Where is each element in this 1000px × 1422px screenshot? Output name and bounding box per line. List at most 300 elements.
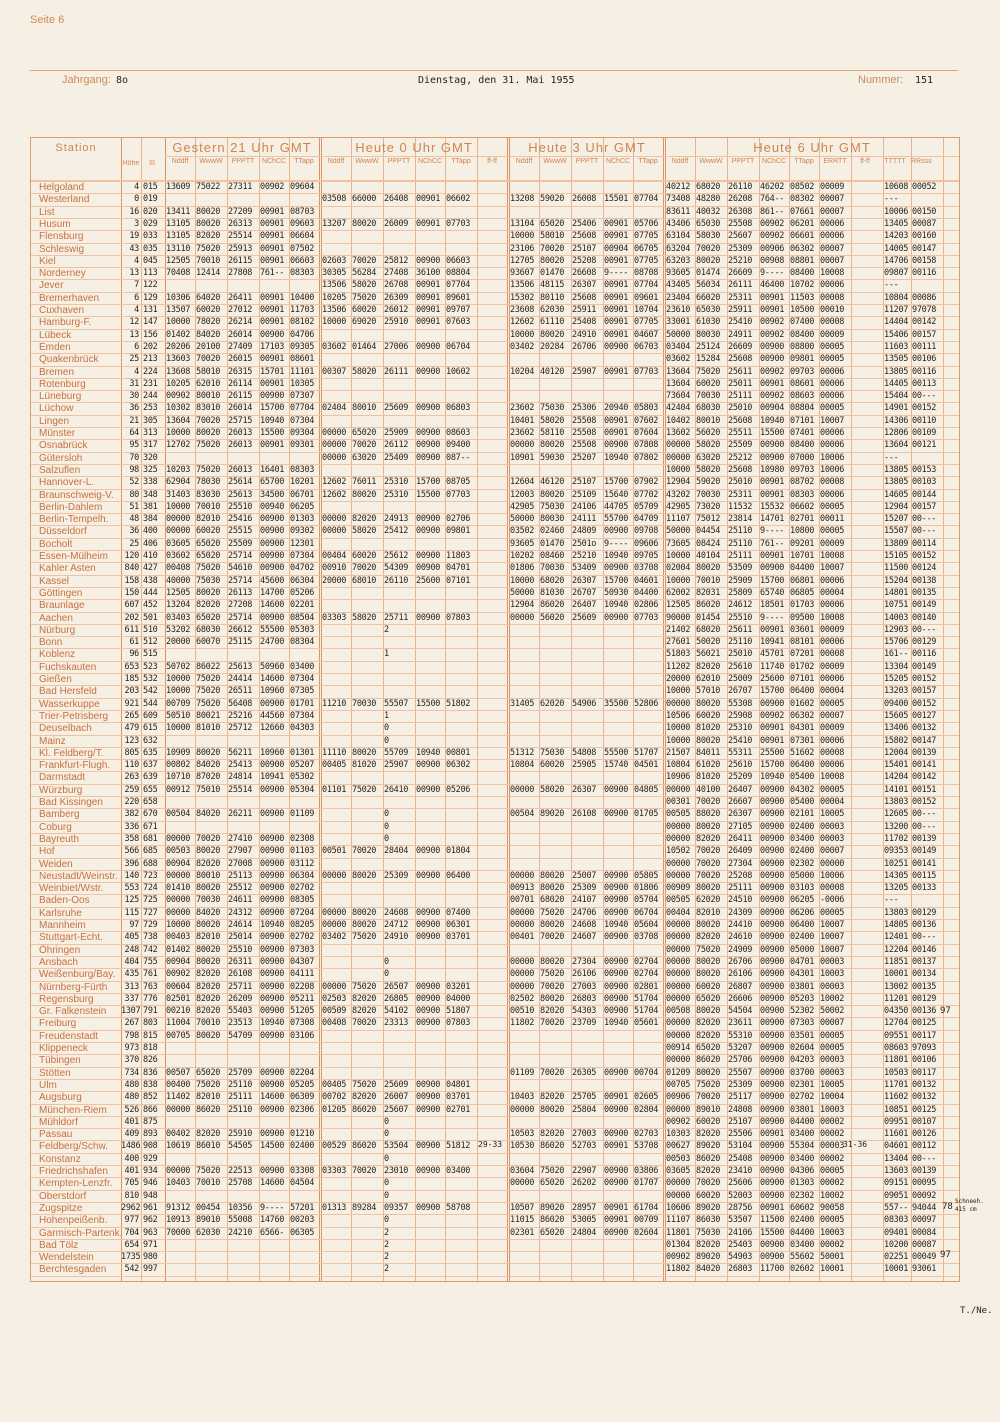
obs-heute-6: 00116 (912, 268, 937, 279)
station-name: Stuttgart-Echt. (39, 932, 103, 944)
obs-heute-6: 00--- (912, 624, 937, 635)
obs-heute-3: 13506 (510, 280, 535, 291)
obs-heute-6: 46400 (760, 280, 785, 291)
obs-heute-6: 61020 (696, 760, 721, 771)
obs-heute-6: 13803 (884, 797, 909, 807)
obs-heute-3: 05803 (634, 403, 659, 414)
obs-heute-6: 00--- (912, 514, 937, 525)
obs-heute-6: 09353 (884, 846, 909, 857)
obs-heute-3: 07704 (634, 280, 659, 291)
station-index: 818 (143, 1043, 158, 1053)
obs-heute-3: 00900 (604, 969, 629, 980)
obs-heute-3: 26307 (572, 575, 597, 586)
obs-heute-0: 00900 (416, 920, 441, 930)
obs-gestern-21: 00900 (260, 956, 285, 967)
obs-gestern-21: 10913 (166, 1215, 191, 1226)
obs-heute-0: 00000 (322, 920, 347, 930)
obs-heute-3: 26108 (572, 809, 597, 820)
obs-heute-6: 25011 (728, 378, 753, 389)
obs-heute-6: 13805 (884, 366, 909, 377)
obs-heute-6: 00006 (820, 674, 845, 684)
station-name: Freiburg (39, 1018, 77, 1030)
obs-heute-6: 00157 (912, 329, 937, 340)
obs-heute-0: 11210 (322, 698, 347, 709)
obs-heute-3: 51312 (510, 747, 535, 758)
obs-heute-6: 26707 (728, 686, 753, 697)
obs-heute-3: 68020 (540, 575, 565, 586)
obs-heute-6: 04306 (790, 1166, 815, 1176)
station-height: 566 (124, 846, 139, 857)
station-index: 635 (143, 747, 158, 758)
obs-heute-3: 00900 (604, 440, 629, 451)
station-height: 70 (129, 452, 139, 463)
station-name: Salzuflen (39, 464, 81, 476)
obs-heute-6: 70030 (696, 391, 721, 402)
obs-heute-6: 00002 (820, 1153, 845, 1164)
obs-gestern-21: 25510 (228, 944, 253, 955)
station-index: 113 (143, 268, 158, 279)
obs-heute-3: 89020 (540, 1202, 565, 1213)
station-index: 510 (143, 624, 158, 635)
obs-heute-3: 06705 (634, 243, 659, 254)
obs-heute-3: 03604 (510, 1166, 535, 1176)
obs-heute-6: 23404 (666, 292, 691, 303)
station-index: 803 (143, 1018, 158, 1029)
station-height: 977 (124, 1215, 139, 1226)
obs-heute-0: 00900 (416, 526, 441, 537)
obs-gestern-21: 07204 (290, 907, 315, 918)
obs-heute-0: 08603 (446, 428, 471, 438)
obs-gestern-21: 00000 (166, 833, 191, 844)
obs-heute-6: 08303 (790, 489, 815, 500)
obs-heute-0: 00901 (416, 317, 441, 328)
obs-heute-3: 51704 (634, 1006, 659, 1017)
obs-heute-6: 25010 (728, 477, 753, 488)
obs-heute-0: 03303 (322, 612, 347, 623)
obs-heute-3: 62020 (540, 698, 565, 709)
obs-gestern-21: 05303 (290, 624, 315, 635)
obs-heute-3: 00000 (510, 440, 535, 451)
obs-heute-6: 00092 (912, 1190, 937, 1201)
obs-heute-6: 52003 (728, 1190, 753, 1201)
obs-heute-3: 11802 (510, 1018, 535, 1029)
obs-heute-6: 10402 (666, 415, 691, 426)
obs-heute-6: 00900 (760, 341, 785, 352)
obs-gestern-21: 75020 (196, 1079, 221, 1090)
obs-heute-0: 26805 (384, 993, 409, 1004)
station-index: 501 (143, 612, 158, 623)
obs-gestern-21: 00210 (166, 1006, 191, 1017)
obs-heute-6: 00125 (912, 1018, 937, 1029)
obs-heute-6: 00000 (666, 870, 691, 881)
obs-heute-6: 25309 (728, 1079, 753, 1090)
obs-heute-6: 00005 (820, 501, 845, 512)
obs-heute-3: 51704 (634, 993, 659, 1004)
obs-heute-6: 25124 (696, 341, 721, 352)
obs-heute-6: 03400 (790, 1153, 815, 1164)
station-name: Gr. Falkenstein (39, 1006, 107, 1018)
obs-gestern-21: 26013 (228, 428, 253, 438)
obs-heute-6: 00900 (760, 858, 785, 869)
obs-heute-6: 33001 (666, 317, 691, 328)
station-index: 791 (143, 1006, 158, 1017)
obs-heute-6: 00000 (666, 833, 691, 844)
obs-heute-6: 21507 (666, 747, 691, 758)
obs-heute-6: 24911 (728, 329, 753, 340)
obs-heute-6: 09151 (884, 1178, 909, 1189)
obs-heute-6: 25909 (728, 575, 753, 586)
obs-heute-6: 89020 (696, 1141, 721, 1152)
obs-heute-6: 15406 (884, 329, 909, 340)
obs-heute-6: 00505 (666, 809, 691, 820)
obs-heute-3: 00000 (510, 784, 535, 795)
obs-heute-6: 00158 (912, 255, 937, 266)
obs-gestern-21: 00900 (260, 1006, 285, 1017)
obs-heute-6: 00900 (760, 993, 785, 1004)
obs-heute-3: 65020 (540, 218, 565, 229)
obs-heute-6: 50020 (696, 637, 721, 648)
obs-heute-3: 02806 (634, 600, 659, 611)
station-name: Freudenstadt (39, 1030, 98, 1042)
obs-heute-6: 51602 (790, 747, 815, 758)
obs-heute-6: 07101 (790, 415, 815, 426)
station-name: Oberstdorf (39, 1190, 87, 1202)
obs-heute-6: 00900 (760, 698, 785, 709)
obs-heute-3: 10940 (604, 452, 629, 463)
obs-heute-3: 61110 (540, 317, 565, 328)
obs-gestern-21: 00900 (260, 858, 285, 869)
station-name: Weißenburg/Bay. (39, 969, 116, 981)
obs-heute-0: 24913 (384, 514, 409, 525)
station-index: 670 (143, 809, 158, 820)
obs-heute-3: 03708 (634, 932, 659, 943)
obs-gestern-21: 10000 (166, 686, 191, 697)
obs-gestern-21: 26313 (228, 218, 253, 229)
obs-heute-0: 25412 (384, 526, 409, 537)
obs-heute-6: 00000 (666, 698, 691, 709)
obs-heute-3: 9---- (604, 538, 629, 549)
station-index: 962 (143, 1215, 158, 1226)
obs-heute-3: 07705 (634, 255, 659, 266)
obs-heute-3: 01806 (510, 563, 535, 574)
station-height: 479 (124, 723, 139, 734)
obs-gestern-21: 00402 (166, 1129, 191, 1140)
obs-heute-0: 58020 (352, 366, 377, 377)
obs-gestern-21: 04307 (290, 956, 315, 967)
obs-heute-0: 25711 (384, 612, 409, 623)
station-name: Quakenbrück (39, 354, 99, 366)
obs-heute-6: 00914 (666, 1043, 691, 1053)
obs-gestern-21: 02306 (290, 1104, 315, 1115)
obs-heute-6: 02400 (790, 1215, 815, 1226)
obs-heute-0: 00900 (416, 932, 441, 943)
station-index: 338 (143, 477, 158, 488)
obs-heute-6: 26411 (728, 833, 753, 844)
obs-heute-6: 00901 (760, 1129, 785, 1140)
obs-heute-6: 75030 (696, 1227, 721, 1238)
obs-gestern-21: 00900 (260, 969, 285, 980)
obs-heute-6: 00901 (760, 489, 785, 500)
obs-gestern-21: 55500 (260, 624, 285, 635)
obs-heute-6: 00006 (820, 366, 845, 377)
obs-heute-6: 25611 (728, 624, 753, 635)
obs-heute-6: -0006 (820, 895, 845, 906)
obs-heute-6: 26407 (728, 784, 753, 795)
obs-heute-6: 13406 (884, 723, 909, 734)
obs-gestern-21: 00604 (166, 981, 191, 992)
obs-heute-0: 00901 (416, 194, 441, 205)
obs-heute-3: 15700 (604, 575, 629, 586)
obs-heute-6: --- (884, 280, 899, 291)
obs-heute-0: 23313 (384, 1018, 409, 1029)
obs-heute-0: 0 (384, 821, 389, 832)
station-name: Schleswig (39, 243, 85, 255)
obs-heute-0: 09801 (446, 526, 471, 537)
obs-heute-6: 00008 (820, 317, 845, 328)
obs-heute-3: 06703 (634, 341, 659, 352)
obs-heute-6: 11802 (666, 1264, 691, 1275)
obs-gestern-21: 08102 (290, 317, 315, 328)
obs-heute-3: 00901 (604, 1092, 629, 1103)
obs-heute-0: 06400 (446, 870, 471, 881)
obs-heute-3: 00504 (510, 809, 535, 820)
obs-heute-6: 00003 (820, 1067, 845, 1078)
obs-heute-0: 00000 (322, 440, 347, 451)
station-name: Lübeck (39, 329, 72, 341)
obs-heute-6: 10005 (820, 809, 845, 820)
station-name: Koblenz (39, 649, 76, 661)
station-index: 671 (143, 821, 158, 832)
station-name: Cuxhaven (39, 305, 85, 316)
obs-gestern-21: 00904 (166, 858, 191, 869)
obs-heute-3: 02301 (510, 1227, 535, 1238)
obs-heute-3: 09606 (634, 538, 659, 549)
obs-gestern-21: 55403 (228, 1006, 253, 1017)
station-height: 259 (124, 784, 139, 795)
obs-gestern-21: 09304 (290, 428, 315, 438)
obs-heute-6: 00142 (912, 772, 937, 783)
obs-heute-6: 12605 (884, 809, 909, 820)
obs-heute-6: 00152 (912, 674, 937, 684)
obs-heute-6: 86020 (696, 1055, 721, 1066)
obs-gestern-21: 10201 (290, 477, 315, 488)
station-name: Bremerhaven (39, 292, 100, 304)
obs-heute-6: 26609 (728, 341, 753, 352)
obs-gestern-21: 26411 (228, 292, 253, 303)
obs-heute-0: 54102 (384, 1006, 409, 1017)
station-name: Coburg (39, 821, 72, 833)
obs-gestern-21: 07307 (290, 391, 315, 402)
obs-gestern-21: 00000 (166, 514, 191, 525)
station-height: 19 (129, 231, 139, 242)
obs-heute-6: 54504 (728, 1006, 753, 1017)
obs-heute-3: 10507 (510, 1202, 535, 1213)
obs-heute-3: 75030 (540, 501, 565, 512)
obs-heute-6: 00000 (666, 956, 691, 967)
obs-heute-6: 00007 (820, 243, 845, 254)
obs-gestern-21: 00901 (260, 231, 285, 242)
obs-heute-6: 28756 (728, 1202, 753, 1213)
obs-heute-3: 10000 (510, 329, 535, 340)
obs-gestern-21: 70010 (196, 1018, 221, 1029)
obs-heute-0: 75020 (352, 981, 377, 992)
obs-heute-3: 10940 (604, 600, 629, 611)
obs-gestern-21: 27008 (228, 858, 253, 869)
obs-heute-6: 02301 (790, 1079, 815, 1090)
obs-heute-6: 24106 (728, 1227, 753, 1238)
obs-heute-6: 25210 (728, 255, 753, 266)
obs-gestern-21: 00408 (166, 563, 191, 574)
station-name: Mannheim (39, 920, 86, 931)
obs-heute-3: 12003 (510, 489, 535, 500)
obs-gestern-21: 13609 (166, 182, 191, 192)
obs-heute-6: 00901 (760, 292, 785, 303)
obs-gestern-21: 20206 (166, 341, 191, 352)
obs-heute-0: 00901 (416, 280, 441, 291)
obs-heute-6: 00900 (760, 440, 785, 451)
obs-gestern-21: 08205 (290, 920, 315, 930)
obs-gestern-21: 00901 (260, 292, 285, 303)
station-index: 815 (143, 1030, 158, 1041)
obs-heute-0: 70030 (352, 698, 377, 709)
obs-gestern-21: 25712 (228, 723, 253, 734)
station-index: 029 (143, 218, 158, 229)
obs-heute-6: 00003 (820, 821, 845, 832)
obs-gestern-21: 00900 (260, 809, 285, 820)
obs-gestern-21: 25514 (228, 231, 253, 242)
obs-heute-6: 60020 (696, 710, 721, 721)
obs-gestern-21: 82010 (196, 514, 221, 525)
obs-heute-6: 80030 (696, 329, 721, 340)
station-index: 761 (143, 969, 158, 980)
obs-gestern-21: 00900 (260, 391, 285, 402)
obs-gestern-21: 65700 (260, 477, 285, 488)
obs-heute-6: 13200 (884, 821, 909, 832)
obs-heute-6: 00003 (820, 981, 845, 992)
obs-gestern-21: 60070 (196, 637, 221, 648)
obs-gestern-21: 00504 (166, 809, 191, 820)
obs-heute-6: 65020 (696, 1043, 721, 1053)
obs-heute-3: 23106 (510, 243, 535, 254)
obs-heute-0: 00900 (416, 514, 441, 525)
obs-heute-6: 00008 (820, 477, 845, 488)
obs-heute-0: 70020 (352, 846, 377, 857)
obs-gestern-21: 07502 (290, 243, 315, 254)
obs-heute-6: 80020 (696, 563, 721, 574)
obs-heute-6: 60020 (696, 378, 721, 389)
snow-depth-note: Schneeh. 415 cm (955, 1198, 984, 1213)
obs-heute-6: 00901 (760, 378, 785, 389)
obs-heute-6: 62002 (666, 587, 691, 598)
obs-gestern-21: 82010 (196, 1092, 221, 1103)
obs-gestern-21: 54610 (228, 563, 253, 574)
station-height: 654 (124, 1239, 139, 1250)
station-index: 532 (143, 674, 158, 684)
obs-heute-3: 75030 (540, 403, 565, 414)
obs-heute-6: 13805 (884, 477, 909, 488)
obs-gestern-21: 06304 (290, 575, 315, 586)
obs-heute-3: 08460 (540, 551, 565, 561)
obs-gestern-21: 08303 (290, 464, 315, 475)
obs-gestern-21: 75030 (196, 575, 221, 586)
obs-gestern-21: 08504 (290, 612, 315, 623)
obs-heute-0: 02603 (322, 255, 347, 266)
obs-gestern-21: 00900 (260, 932, 285, 943)
obs-heute-6: 00106 (912, 1055, 937, 1066)
obs-heute-0: 00000 (322, 514, 347, 525)
obs-heute-6: 82020 (696, 1030, 721, 1041)
obs-heute-6: 08702 (790, 477, 815, 488)
obs-heute-6: 00134 (912, 969, 937, 980)
obs-heute-3: 55500 (604, 747, 629, 758)
obs-heute-6: 00902 (760, 391, 785, 402)
obs-heute-6: 00902 (760, 317, 785, 328)
obs-gestern-21: 02204 (290, 1067, 315, 1078)
obs-gestern-21: 00940 (260, 501, 285, 512)
obs-heute-0: 68010 (352, 575, 377, 586)
obs-heute-0: 75020 (352, 932, 377, 943)
obs-gestern-21: 60020 (196, 526, 221, 537)
obs-gestern-21: 25115 (228, 637, 253, 648)
obs-heute-6: 00000 (666, 944, 691, 955)
obs-heute-6: 00705 (666, 1079, 691, 1090)
obs-heute-0: 00900 (416, 907, 441, 918)
obs-gestern-21: 05205 (290, 1079, 315, 1090)
obs-heute-3: 05604 (634, 920, 659, 930)
obs-heute-0: 69020 (352, 317, 377, 328)
station-name: Osnabrück (39, 440, 88, 452)
obs-gestern-21: 80020 (196, 846, 221, 857)
station-name: Stötten (39, 1067, 71, 1079)
obs-heute-0: 65020 (352, 428, 377, 438)
station-index: 019 (143, 194, 158, 205)
obs-heute-6: 11202 (666, 661, 691, 672)
obs-heute-6: 00000 (666, 1104, 691, 1115)
obs-heute-6: 51803 (666, 649, 691, 660)
obs-heute-6: 09551 (884, 1030, 909, 1041)
obs-gestern-21: 00900 (260, 846, 285, 857)
subcolumn-header: WwwW (355, 158, 379, 165)
obs-heute-6: 08101 (790, 637, 815, 648)
obs-heute-6: 10003 (820, 1227, 845, 1238)
obs-gestern-21: 26209 (228, 993, 253, 1004)
obs-heute-6: 11602 (884, 1092, 909, 1103)
obs-heute-6: 97078 (912, 305, 937, 315)
obs-heute-6: 26308 (728, 206, 753, 217)
obs-heute-6: 25509 (728, 440, 753, 451)
station-height: 12 (129, 317, 139, 328)
obs-gestern-21: 26113 (228, 587, 253, 598)
station-height: 396 (124, 858, 139, 869)
station-height: 185 (124, 674, 139, 684)
obs-heute-6: 82020 (696, 833, 721, 844)
obs-heute-6: 00135 (912, 981, 937, 992)
obs-heute-0: 25907 (384, 760, 409, 771)
obs-heute-0: 00900 (416, 551, 441, 561)
obs-heute-6: 15105 (884, 551, 909, 561)
obs-heute-6: 80020 (696, 735, 721, 746)
obs-gestern-21: 10306 (166, 292, 191, 303)
obs-gestern-21: 26511 (228, 686, 253, 697)
obs-gestern-21: 00900 (260, 551, 285, 561)
obs-heute-6: 25110 (728, 637, 753, 648)
obs-heute-6: 00000 (666, 1030, 691, 1041)
station-name: Hannover-L. (39, 477, 95, 489)
obs-heute-6: 65030 (696, 305, 721, 315)
obs-gestern-21: 04702 (290, 563, 315, 574)
obs-heute-3: 00900 (604, 1006, 629, 1017)
obs-heute-0: 24910 (384, 932, 409, 943)
